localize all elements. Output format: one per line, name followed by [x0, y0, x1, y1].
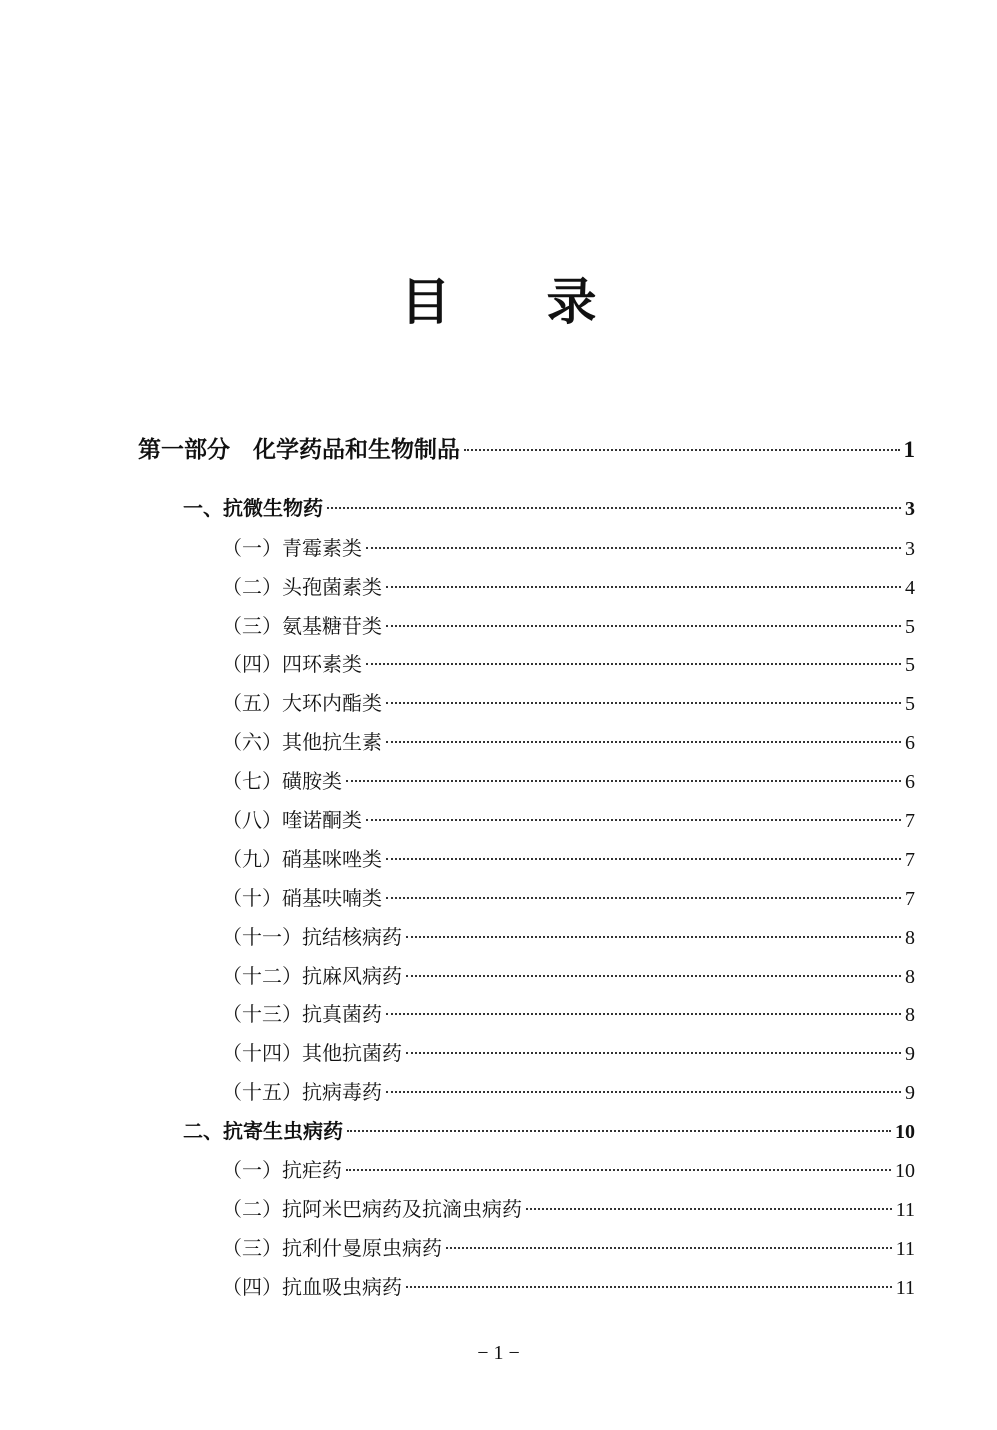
- toc-entry-page-number: 5: [905, 693, 915, 715]
- toc-entry-page-number: 10: [895, 1160, 915, 1182]
- dot-leader: [366, 819, 901, 821]
- toc-entry[interactable]: [183, 493, 915, 523]
- dot-leader: [386, 741, 901, 743]
- toc-entry-label: （五）大环内酯类: [222, 691, 382, 715]
- toc-entry-page-number: 11: [895, 1238, 915, 1260]
- toc-entry[interactable]: [222, 649, 915, 679]
- toc-entry-page-number: 5: [905, 616, 915, 638]
- dot-leader: [386, 702, 901, 704]
- dot-leader: [406, 1286, 892, 1288]
- toc-entry-page-number: 9: [905, 1082, 915, 1104]
- toc-entry-label: 一、抗微生物药: [183, 496, 323, 520]
- dot-leader: [406, 975, 901, 977]
- toc-entry[interactable]: [222, 688, 915, 718]
- toc-entry[interactable]: [222, 1155, 915, 1185]
- toc-entry-label: （三）抗利什曼原虫病药: [222, 1236, 442, 1260]
- toc-entry-label: （十一）抗结核病药: [222, 925, 402, 949]
- toc-entry-page-number: 1: [903, 437, 915, 462]
- toc-entry-page-number: 11: [895, 1199, 915, 1221]
- toc-entry-label: （十三）抗真菌药: [222, 1002, 382, 1026]
- dot-leader: [386, 1013, 901, 1015]
- toc-entry-label: （一）青霉素类: [222, 536, 362, 560]
- toc-entry-label: （四）四环素类: [222, 652, 362, 676]
- toc-entry[interactable]: [222, 922, 915, 952]
- toc-entry[interactable]: [222, 1038, 915, 1068]
- toc-entry-page-number: 6: [905, 771, 915, 793]
- toc-entry[interactable]: [222, 1194, 915, 1224]
- toc-entry-label: 第一部分 化学药品和生物制品: [138, 436, 460, 463]
- dot-leader: [346, 780, 901, 782]
- dot-leader: [526, 1208, 892, 1210]
- toc-entry-label: （二）头孢菌素类: [222, 575, 382, 599]
- page-title: [0, 262, 997, 334]
- dot-leader: [386, 625, 901, 627]
- toc-entry-page-number: 11: [895, 1277, 915, 1299]
- toc-entry-page-number: 8: [905, 966, 915, 988]
- toc-entry[interactable]: [222, 883, 915, 913]
- toc-entry-label: （七）磺胺类: [222, 769, 342, 793]
- toc-entry-label: （十二）抗麻风病药: [222, 964, 402, 988]
- toc-entry-page-number: 7: [905, 810, 915, 832]
- toc-entry-page-number: 3: [905, 538, 915, 560]
- toc-entry-page-number: 7: [905, 849, 915, 871]
- toc-entry[interactable]: [222, 1272, 915, 1302]
- dot-leader: [366, 663, 901, 665]
- title-char-2: 录: [546, 272, 597, 331]
- toc-entry[interactable]: [222, 611, 915, 641]
- dot-leader: [346, 1169, 891, 1171]
- toc-entry[interactable]: [222, 572, 915, 602]
- toc-entry-page-number: 6: [905, 732, 915, 754]
- toc-entry[interactable]: [222, 533, 915, 563]
- toc-entry[interactable]: [222, 766, 915, 796]
- toc-entry-page-number: 8: [905, 927, 915, 949]
- toc-entry-page-number: 9: [905, 1043, 915, 1065]
- dot-leader: [386, 897, 901, 899]
- dot-leader: [406, 936, 901, 938]
- toc-entry-label: （十五）抗病毒药: [222, 1080, 382, 1104]
- toc-entry-label: （四）抗血吸虫病药: [222, 1275, 402, 1299]
- dot-leader: [386, 586, 901, 588]
- toc-entry[interactable]: [222, 805, 915, 835]
- toc-entry-page-number: 5: [905, 654, 915, 676]
- toc-entry-label: （三）氨基糖苷类: [222, 614, 382, 638]
- toc-entry-label: （二）抗阿米巴病药及抗滴虫病药: [222, 1197, 522, 1221]
- toc-entry-page-number: 8: [905, 1004, 915, 1026]
- toc-entry[interactable]: [222, 961, 915, 991]
- toc-entry-label: （十）硝基呋喃类: [222, 886, 382, 910]
- toc-entry[interactable]: [222, 1233, 915, 1263]
- dot-leader: [406, 1052, 901, 1054]
- dot-leader: [386, 1091, 901, 1093]
- dot-leader: [446, 1247, 892, 1249]
- toc-entry[interactable]: [222, 999, 915, 1029]
- dot-leader: [347, 1130, 891, 1132]
- toc-entry-label: （九）硝基咪唑类: [222, 847, 382, 871]
- toc-entry[interactable]: [222, 1077, 915, 1107]
- toc-entry[interactable]: [222, 727, 915, 757]
- toc-entry[interactable]: [222, 844, 915, 874]
- toc-entry-label: （八）喹诺酮类: [222, 808, 362, 832]
- toc-entry-label: （一）抗疟药: [222, 1158, 342, 1182]
- page-number-footer: − 1 −: [477, 1342, 520, 1364]
- toc-entry-page-number: 4: [905, 577, 915, 599]
- toc-entry-label: （十四）其他抗菌药: [222, 1041, 402, 1065]
- toc-entry-page-number: 10: [895, 1121, 915, 1143]
- toc-entry-page-number: 7: [905, 888, 915, 910]
- title-char-1: 目: [400, 272, 451, 331]
- toc-entry[interactable]: [138, 435, 915, 465]
- dot-leader: [386, 858, 901, 860]
- toc-entry-page-number: 3: [905, 498, 915, 520]
- toc-entry-label: （六）其他抗生素: [222, 730, 382, 754]
- dot-leader: [464, 449, 900, 451]
- toc-entry-label: 二、抗寄生虫病药: [183, 1119, 343, 1143]
- dot-leader: [366, 547, 901, 549]
- dot-leader: [327, 507, 901, 509]
- toc-entry[interactable]: [183, 1116, 915, 1146]
